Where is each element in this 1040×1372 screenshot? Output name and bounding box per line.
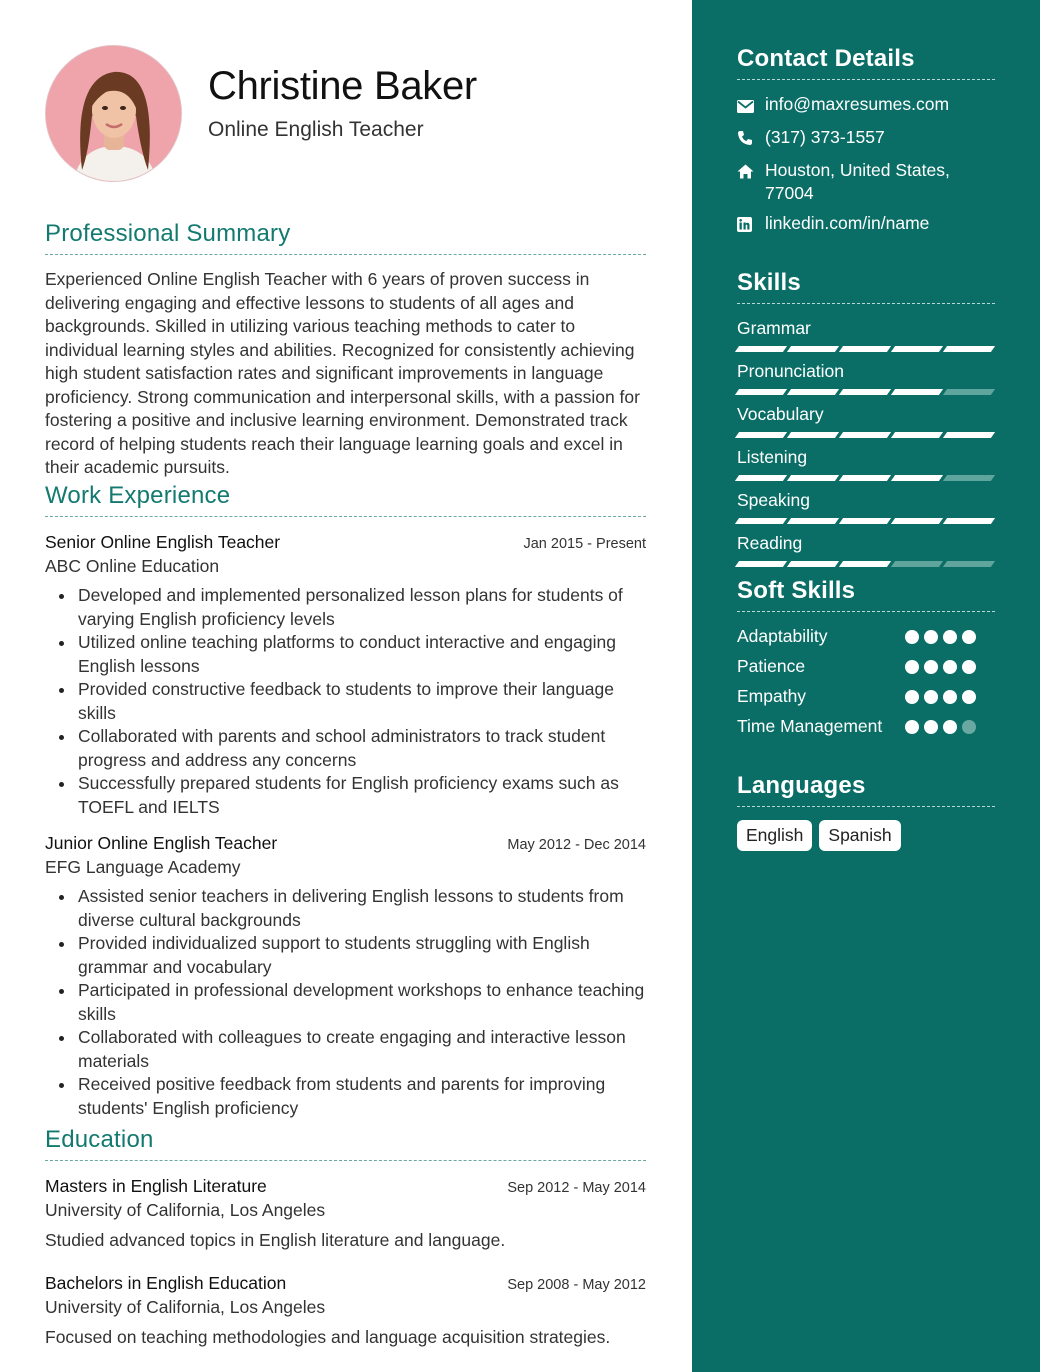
skill-level-segment — [839, 518, 891, 524]
skill-name: Pronunciation — [737, 361, 845, 381]
skill-item — [737, 404, 995, 438]
skill-level-segment — [735, 389, 787, 395]
phone-text: (317) 373-1557 — [765, 127, 885, 147]
job-bullets — [45, 584, 646, 819]
linkedin-icon — [737, 212, 765, 238]
phone-icon — [737, 126, 765, 152]
school-name: University of California, Los Angeles — [45, 1297, 326, 1317]
home-icon — [737, 159, 765, 185]
soft-skill-item — [737, 655, 995, 678]
skill-item — [737, 361, 995, 395]
education-description: Focused on teaching methodologies and language acquisition strategies. — [45, 1327, 611, 1347]
skill-item — [737, 447, 995, 481]
skill-level-bar — [737, 432, 995, 438]
summary-text: Experienced Online English Teacher with 6 years of proven success in delivering engaging and effective lessons to students of all ages and backgrounds. Skilled in utilizing various teaching methods to cater to individual learning styles and abilities. Recognized for consistently achieving high student satisfaction rates and significant improvements in language proficiency. Strong communication and interpersonal skills, with a passion for fostering a positive and inclusive learning environment. Demonstrated track record of helping students reach their language learning goals and excel in their academic pursuits. — [45, 269, 640, 477]
list-item: Developed and implemented personalized lesson plans for students of varying English proficiency levels — [45, 584, 646, 631]
skill-level-segment — [787, 389, 839, 395]
job-company: ABC Online Education — [45, 556, 220, 576]
soft-skill-rating — [905, 655, 976, 678]
list-item: Provided individualized support to students struggling with English grammar and vocabulary — [45, 932, 646, 979]
list-item: Received positive feedback from students and parents for improving students' English proficiency — [45, 1073, 646, 1120]
portrait-image — [46, 46, 182, 182]
experience-heading: Work Experience — [45, 482, 646, 517]
language-tag: Spanish — [819, 820, 900, 851]
job-bullets — [45, 885, 646, 1120]
rating-dot — [943, 720, 957, 734]
education-heading: Education — [45, 1126, 646, 1161]
rating-dot — [905, 660, 919, 674]
skills-heading: Skills — [737, 269, 995, 304]
language-tag: English — [737, 820, 812, 851]
skill-level-bar — [737, 561, 995, 567]
school-name: University of California, Los Angeles — [45, 1200, 326, 1220]
skill-name: Speaking — [737, 490, 810, 510]
education-entry — [45, 1273, 646, 1348]
skill-level-bar — [737, 518, 995, 524]
envelope-icon — [737, 93, 765, 119]
soft-skills-heading: Soft Skills — [737, 577, 995, 612]
soft-skill-rating — [905, 685, 976, 708]
rating-dot — [924, 660, 938, 674]
list-item: Utilized online teaching platforms to conduct interactive and engaging English lessons — [45, 631, 646, 678]
rating-dot — [905, 720, 919, 734]
skill-level-segment — [891, 432, 943, 438]
rating-dot — [905, 630, 919, 644]
languages-list — [737, 820, 995, 851]
skill-level-segment — [891, 518, 943, 524]
rating-dot — [905, 690, 919, 704]
list-item: Assisted senior teachers in delivering English lessons to students from diverse cultural backgrounds — [45, 885, 646, 932]
skill-level-segment — [943, 518, 995, 524]
skill-level-segment — [839, 475, 891, 481]
rating-dot — [943, 690, 957, 704]
rating-dot — [962, 630, 976, 644]
rating-dot — [924, 630, 938, 644]
job-title: Junior Online English Teacher — [45, 833, 278, 853]
skill-name: Vocabulary — [737, 404, 824, 424]
languages-heading: Languages — [737, 772, 995, 807]
skill-level-segment — [839, 561, 891, 567]
education-section — [45, 1126, 646, 1348]
soft-skill-name: Patience — [737, 656, 806, 676]
skill-level-segment — [839, 346, 891, 352]
skill-level-segment — [787, 432, 839, 438]
skill-level-segment — [787, 518, 839, 524]
soft-skill-name: Empathy — [737, 686, 807, 706]
list-item: Collaborated with colleagues to create engaging and interactive lesson materials — [45, 1026, 646, 1073]
job-date: May 2012 - Dec 2014 — [507, 837, 646, 853]
skill-item — [737, 490, 995, 524]
skill-level-segment — [839, 432, 891, 438]
skill-level-segment — [735, 475, 787, 481]
skill-level-segment — [943, 432, 995, 438]
education-entry — [45, 1176, 646, 1251]
contact-address — [737, 159, 995, 205]
education-description: Studied advanced topics in English literature and language. — [45, 1230, 506, 1250]
summary-heading: Professional Summary — [45, 220, 646, 255]
list-item: Provided constructive feedback to students to improve their language skills — [45, 678, 646, 725]
rating-dot — [943, 660, 957, 674]
skills-list — [737, 318, 995, 567]
degree-title: Bachelors in English Education — [45, 1273, 287, 1293]
degree-title: Masters in English Literature — [45, 1176, 267, 1196]
summary-section — [45, 220, 646, 480]
soft-skill-item — [737, 625, 995, 648]
rating-dot — [943, 630, 957, 644]
address-text: Houston, United States, 77004 — [765, 160, 950, 203]
skill-name: Listening — [737, 447, 808, 467]
rating-dot — [924, 720, 938, 734]
contact-heading: Contact Details — [737, 45, 995, 80]
skill-item — [737, 318, 995, 352]
contact-linkedin[interactable] — [737, 212, 995, 238]
rating-dot — [924, 690, 938, 704]
list-item: Successfully prepared students for English proficiency exams such as TOEFL and IELTS — [45, 772, 646, 819]
skill-level-segment — [943, 561, 995, 567]
rating-dot — [962, 660, 976, 674]
candidate-name: Christine Baker — [208, 64, 477, 108]
skill-level-segment — [943, 475, 995, 481]
skill-level-bar — [737, 389, 995, 395]
soft-skills-section — [737, 577, 995, 738]
job-company: EFG Language Academy — [45, 857, 241, 877]
soft-skill-name: Time Management — [737, 716, 883, 736]
contact-phone[interactable] — [737, 126, 995, 152]
contact-section — [737, 45, 995, 238]
skill-level-segment — [891, 389, 943, 395]
soft-skill-item — [737, 685, 995, 708]
skill-level-bar — [737, 475, 995, 481]
skill-level-segment — [787, 561, 839, 567]
job-entry — [45, 532, 646, 819]
soft-skill-rating — [905, 625, 976, 648]
skill-level-segment — [787, 475, 839, 481]
education-date: Sep 2012 - May 2014 — [507, 1180, 646, 1196]
skill-level-bar — [737, 346, 995, 352]
skill-level-segment — [891, 561, 943, 567]
experience-section — [45, 482, 646, 1120]
skills-section — [737, 269, 995, 567]
skill-name: Reading — [737, 533, 803, 553]
skill-level-segment — [943, 389, 995, 395]
rating-dot — [962, 690, 976, 704]
linkedin-text: linkedin.com/in/name — [765, 213, 930, 233]
education-date: Sep 2008 - May 2012 — [507, 1277, 646, 1293]
list-item: Collaborated with parents and school administrators to track student progress and address any concerns — [45, 725, 646, 772]
skill-level-segment — [891, 475, 943, 481]
rating-dot — [962, 720, 976, 734]
soft-skill-rating — [905, 715, 976, 738]
soft-skill-item — [737, 715, 995, 738]
candidate-role: Online English Teacher — [208, 118, 424, 141]
skill-level-segment — [735, 346, 787, 352]
skill-level-segment — [943, 346, 995, 352]
soft-skill-name: Adaptability — [737, 626, 828, 646]
skill-level-segment — [735, 518, 787, 524]
job-title: Senior Online English Teacher — [45, 532, 281, 552]
skill-level-segment — [787, 346, 839, 352]
skill-level-segment — [891, 346, 943, 352]
skill-level-segment — [735, 561, 787, 567]
skill-item — [737, 533, 995, 567]
list-item: Participated in professional development workshops to enhance teaching skills — [45, 979, 646, 1026]
soft-skills-list — [737, 625, 995, 738]
skill-level-segment — [839, 389, 891, 395]
skill-level-segment — [735, 432, 787, 438]
email-text: info@maxresumes.com — [765, 94, 950, 114]
languages-section — [737, 772, 995, 851]
skill-name: Grammar — [737, 318, 811, 338]
profile-photo — [45, 45, 182, 182]
sidebar — [692, 0, 1040, 1372]
job-date: Jan 2015 - Present — [523, 536, 646, 552]
contact-email[interactable] — [737, 93, 995, 119]
job-entry — [45, 833, 646, 1120]
